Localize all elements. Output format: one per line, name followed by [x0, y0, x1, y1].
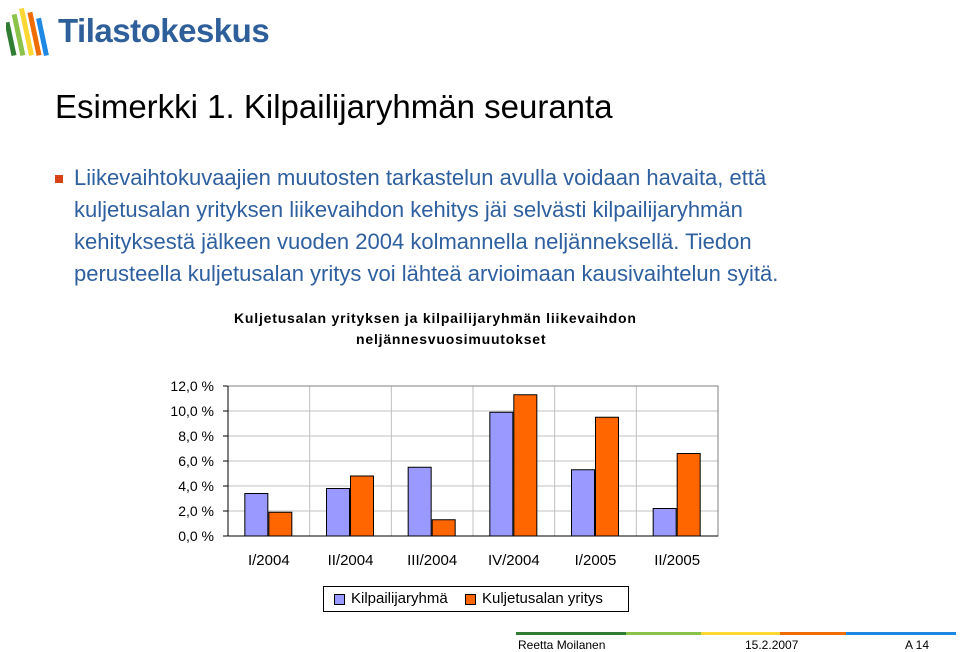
legend-item-competitors: [334, 590, 448, 607]
bullet-text: Liikevaihtokuvaajien muutosten tarkastelun avulla voidaan havaita, että kuljetusalan yrityksen liikevaihdon kehitys jäi selvästi kilpailijaryhmän kehityksestä jälkeen vuoden 2004 kolmannella neljänneksellä. Tiedon perusteella kuljetusalan yritys voi lähteä arvioimaan kausivaihtelun syitä.: [74, 165, 779, 286]
slide-title: Esimerkki 1. Kilpailijaryhmän seuranta: [55, 88, 613, 125]
bar-kuljetusalan-yritys: [269, 512, 292, 536]
x-tick-label: III/2004: [407, 552, 458, 569]
x-tick-label: I/2005: [574, 552, 617, 569]
y-tick-label: 4,0 %: [178, 478, 214, 494]
bar-kuljetusalan-yritys: [432, 520, 455, 536]
footer-date: 15.2.2007: [745, 638, 799, 652]
x-tick-label: I/2004: [247, 552, 290, 569]
legend-swatch-competitors: [334, 594, 345, 605]
bar-kilpailijaryhma: [653, 509, 676, 537]
bar-kuljetusalan-yritys: [351, 476, 374, 536]
footer-color-stripe: [516, 632, 956, 635]
bar-kuljetusalan-yritys: [677, 454, 700, 537]
y-tick-label: 10,0 %: [170, 403, 214, 419]
chart-title-line-1: Kuljetusalan yrityksen ja kilpailijaryhmän liikevaihdon: [234, 310, 637, 326]
x-tick-label: IV/2004: [487, 552, 540, 569]
chart-legend: [323, 586, 629, 612]
logo-text: Tilastokeskus: [58, 12, 270, 49]
bar-kilpailijaryhma: [327, 489, 350, 537]
y-tick-label: 6,0 %: [178, 453, 214, 469]
y-tick-label: 8,0 %: [178, 428, 214, 444]
bar-kilpailijaryhma: [490, 412, 513, 536]
legend-swatch-transport-company: [465, 594, 476, 605]
bar-kuljetusalan-yritys: [514, 395, 537, 536]
y-tick-label: 12,0 %: [170, 378, 214, 394]
chart-title-line-2: neljännesvuosimuutokset: [356, 331, 547, 347]
legend-item-transport-company: [465, 590, 603, 607]
legend-label-transport-company: Kuljetusalan yritys: [482, 590, 603, 607]
y-tick-label: 2,0 %: [178, 503, 214, 519]
legend-label-competitors: Kilpailijaryhmä: [351, 590, 448, 607]
y-tick-label: 0,0 %: [178, 528, 214, 544]
bar-kuljetusalan-yritys: [596, 417, 619, 536]
x-tick-label: II/2004: [327, 552, 374, 569]
footer-author: Reetta Moilanen: [518, 638, 606, 652]
bar-kilpailijaryhma: [408, 467, 431, 536]
footer-page-number: A 14: [905, 638, 930, 652]
bar-kilpailijaryhma: [245, 494, 268, 537]
x-tick-label: II/2005: [654, 552, 701, 569]
bar-kilpailijaryhma: [572, 470, 595, 536]
